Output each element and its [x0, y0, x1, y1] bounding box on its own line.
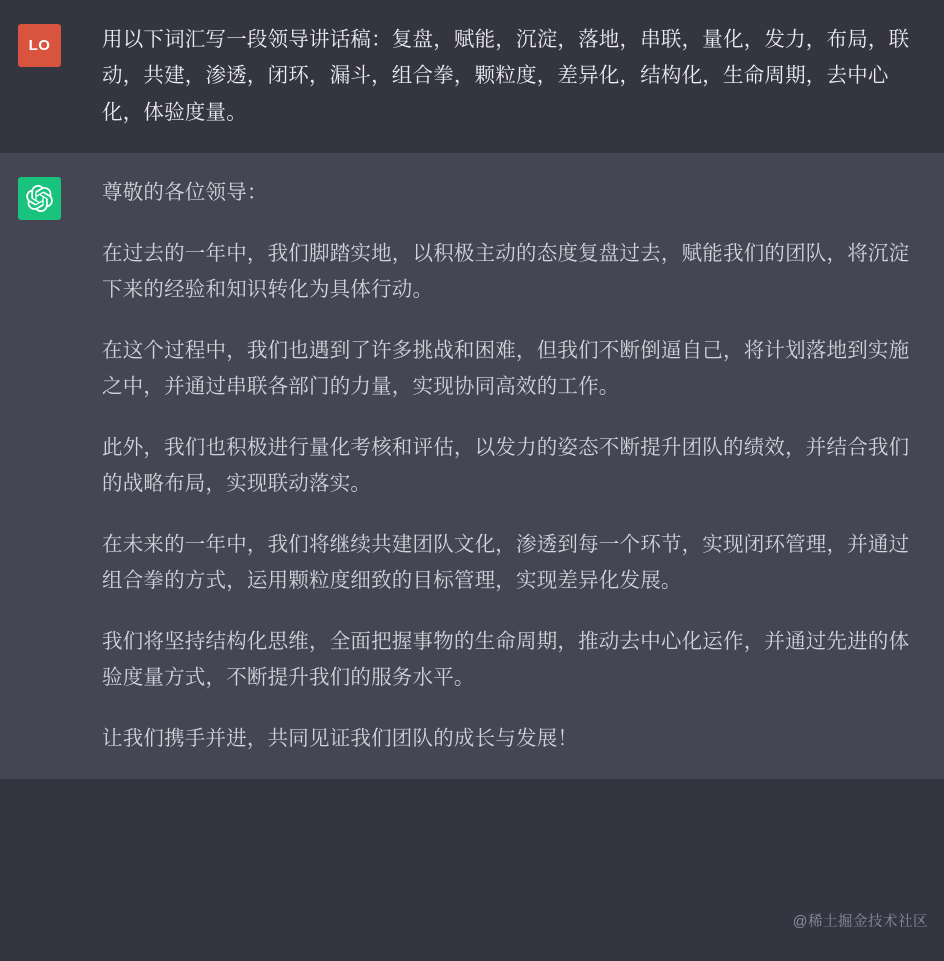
- message-paragraph: 在这个过程中，我们也遇到了许多挑战和困难，但我们不断倒逼自己，将计划落地到实施之中，并通过串联各部门的力量，实现协同高效的工作。: [102, 338, 910, 399]
- openai-logo-icon: [18, 177, 61, 220]
- message-paragraph: 此外，我们也积极进行量化考核和评估，以发力的姿态不断提升团队的绩效，并结合我们的战略布局，实现联动落实。: [102, 435, 910, 496]
- message-paragraph: 尊敬的各位领导：: [102, 181, 268, 205]
- message-paragraph: 我们将坚持结构化思维，全面把握事物的生命周期，推动去中心化运作，并通过先进的体验度量方式，不断提升我们的服务水平。: [102, 629, 910, 690]
- message-assistant-content: [72, 175, 920, 757]
- message-paragraph: 用以下词汇写一段领导讲话稿：复盘，赋能，沉淀，落地，串联，量化，发力，布局，联动，共建，渗透，闭环，漏斗，组合拳，颗粒度，差异化，结构化，生命周期，去中心化，体验度量。: [102, 28, 910, 124]
- message-paragraph: 在过去的一年中，我们脚踏实地，以积极主动的态度复盘过去，赋能我们的团队，将沉淀下来的经验和知识转化为具体行动。: [102, 241, 910, 302]
- message-paragraph: 在未来的一年中，我们将继续共建团队文化，渗透到每一个环节，实现闭环管理，并通过组合拳的方式，运用颗粒度细致的目标管理，实现差异化发展。: [102, 532, 910, 593]
- avatar-user: LO: [18, 24, 61, 67]
- avatar-column: [18, 175, 72, 757]
- watermark: @稀土掘金技术社区: [792, 914, 928, 930]
- message-paragraph: 让我们携手并进，共同见证我们团队的成长与发展！: [102, 726, 579, 750]
- message-assistant: [0, 153, 944, 779]
- message-user: [0, 0, 944, 153]
- avatar-column: [18, 22, 72, 131]
- message-user-content: [72, 22, 920, 131]
